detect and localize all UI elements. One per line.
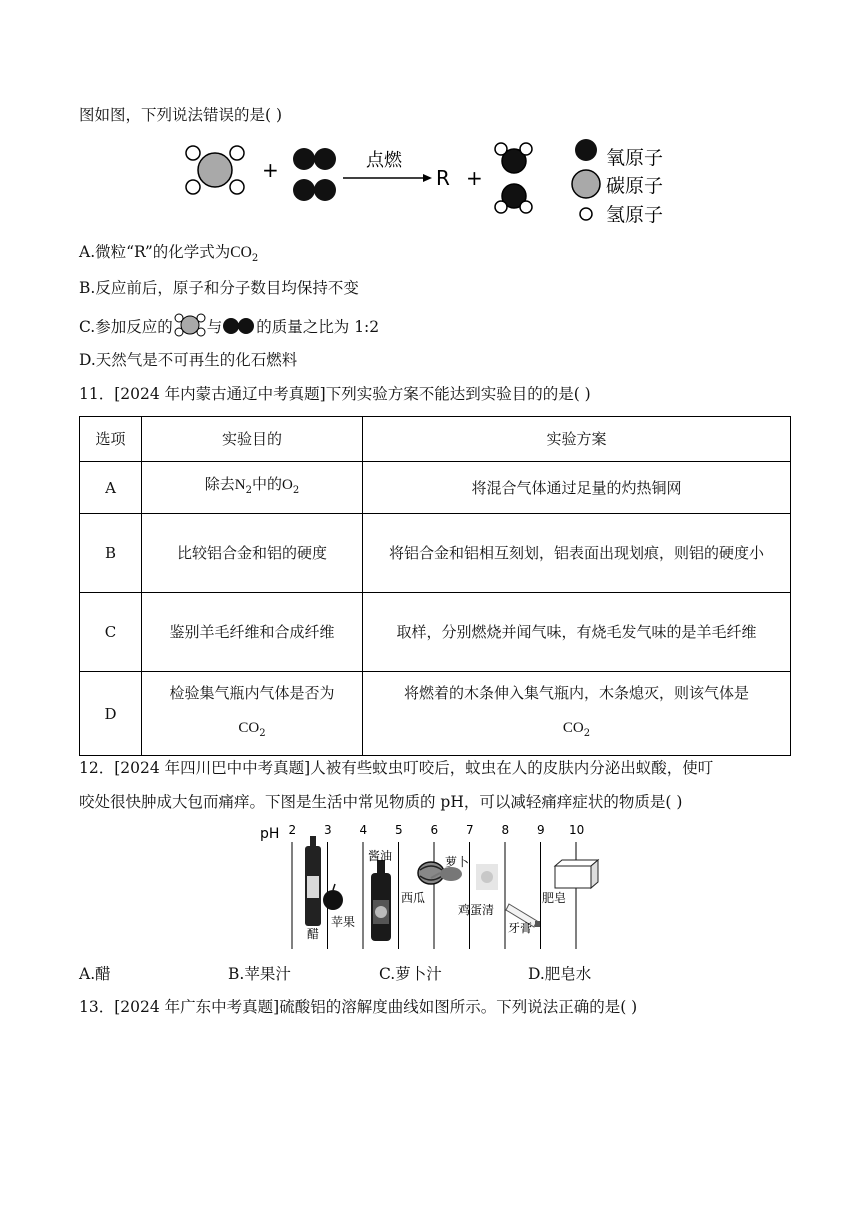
ph-tick-label: 4 [359, 823, 368, 837]
label-egg-white: 鸡蛋清 [458, 903, 495, 917]
ph-tick-label: 10 [569, 823, 585, 837]
ph-tick-label: 5 [395, 823, 403, 837]
table-row: D 检验集气瓶内气体是否为 $CO_2$ 将燃着的木条伸入集气瓶内，木条熄灭，则该气体是 $CO_2$ [80, 672, 791, 756]
q10-option-d: D.天然气是不可再生的化石燃料 [79, 351, 298, 369]
q12-stem-line2: 咬处很快肿成大包而痛痒。下图是生活中常见物质的 pH，可以减轻痛痒症状的物质是( ) [79, 793, 683, 811]
table-row: C 鉴别羊毛纤维和合成纤维 取样，分别燃烧并闻气味，有烧毛发气味的是羊毛纤维 [80, 593, 791, 672]
soap-box-icon [555, 860, 598, 888]
ph-tick-label: 7 [466, 823, 474, 837]
oxygen-atom-icon [575, 139, 597, 161]
label-vinegar: 醋 [307, 927, 320, 941]
oxygen-molecules [293, 148, 336, 201]
atom-legend [572, 139, 663, 226]
egg-white-icon [476, 864, 498, 890]
ph-scale-ticks [289, 823, 585, 949]
plus-sign-2: + [466, 166, 483, 190]
legend-oxygen: 氧原子 [606, 147, 664, 169]
label-apple: 苹果 [331, 915, 356, 929]
ph-scale-figure [255, 818, 625, 954]
header-plan: 实验方案 [363, 417, 791, 462]
reaction-diagram [180, 134, 680, 230]
ph-tick-label: 8 [501, 823, 510, 837]
ph-tick-label: 2 [288, 823, 297, 837]
ph-tick-label: 6 [430, 823, 439, 837]
ph-tick-label: 3 [324, 823, 332, 837]
label-soap: 肥皂 [542, 891, 567, 905]
methane-molecule-icon [173, 313, 207, 337]
ph-axis-label: pH [260, 826, 280, 842]
plus-sign-1: + [262, 158, 279, 182]
table-row: A 除去$N_2$中的$O_2$ 将混合气体通过足量的灼热铜网 [80, 462, 791, 514]
q10-option-a: A.微粒“R”的化学式为$CO_2$ [79, 243, 259, 264]
label-watermelon: 西瓜 [401, 891, 426, 905]
table-row: B 比较铝合金和铝的硬度 将铝合金和铝相互刻划，铝表面出现划痕，则铝的硬度小 [80, 514, 791, 593]
oxygen-molecule-icon [222, 316, 256, 336]
q12-stem-line1: 12．[2024 年四川巴中中考真题]人被有些蚊虫叮咬后，蚊虫在人的皮肤内分泌出蚁酸，使叮 [79, 759, 714, 777]
q12-option-b: B.苹果汁 [228, 965, 291, 983]
arrow-head-icon [423, 174, 432, 182]
label-toothpaste: 牙膏 [508, 921, 533, 935]
methane-molecule [186, 146, 244, 194]
legend-carbon: 碳原子 [606, 175, 664, 197]
vinegar-bottle-icon [305, 836, 321, 926]
product-r: R [436, 166, 450, 190]
q10-option-c: C.参加反应的 与 的质量之比为 1:2 [79, 313, 379, 338]
q10-stem: 图如图，下列说法错误的是( ) [79, 106, 283, 124]
q13-stem: 13．[2024 年广东中考真题]硫酸铝的溶解度曲线如图所示。下列说法正确的是( ) [79, 998, 638, 1016]
q12-option-c: C.萝卜汁 [379, 965, 442, 983]
carbon-atom-icon [572, 170, 600, 198]
ph-item-labels [307, 848, 566, 941]
ph-tick-label: 9 [537, 823, 545, 837]
watermelon-icon [418, 862, 444, 884]
apple-icon [323, 884, 343, 910]
water-molecules [495, 143, 532, 213]
hydrogen-atom-icon [580, 208, 592, 220]
q12-option-d: D.肥皂水 [528, 965, 592, 983]
label-radish: 萝卜 [445, 855, 470, 869]
reaction-condition: 点燃 [366, 150, 402, 171]
q12-option-a: A.醋 [79, 965, 111, 983]
header-option: 选项 [80, 417, 142, 462]
label-soy-sauce: 酱油 [368, 849, 393, 863]
table-header-row [80, 417, 791, 462]
header-purpose: 实验目的 [142, 417, 363, 462]
q10-option-b: B.反应前后，原子和分子数目均保持不变 [79, 279, 359, 297]
q11-table [79, 416, 791, 756]
legend-hydrogen: 氢原子 [606, 204, 664, 226]
soy-sauce-bottle-icon [371, 860, 391, 941]
q11-stem: 11．[2024 年内蒙古通辽中考真题]下列实验方案不能达到实验目的的是( ) [79, 385, 591, 403]
